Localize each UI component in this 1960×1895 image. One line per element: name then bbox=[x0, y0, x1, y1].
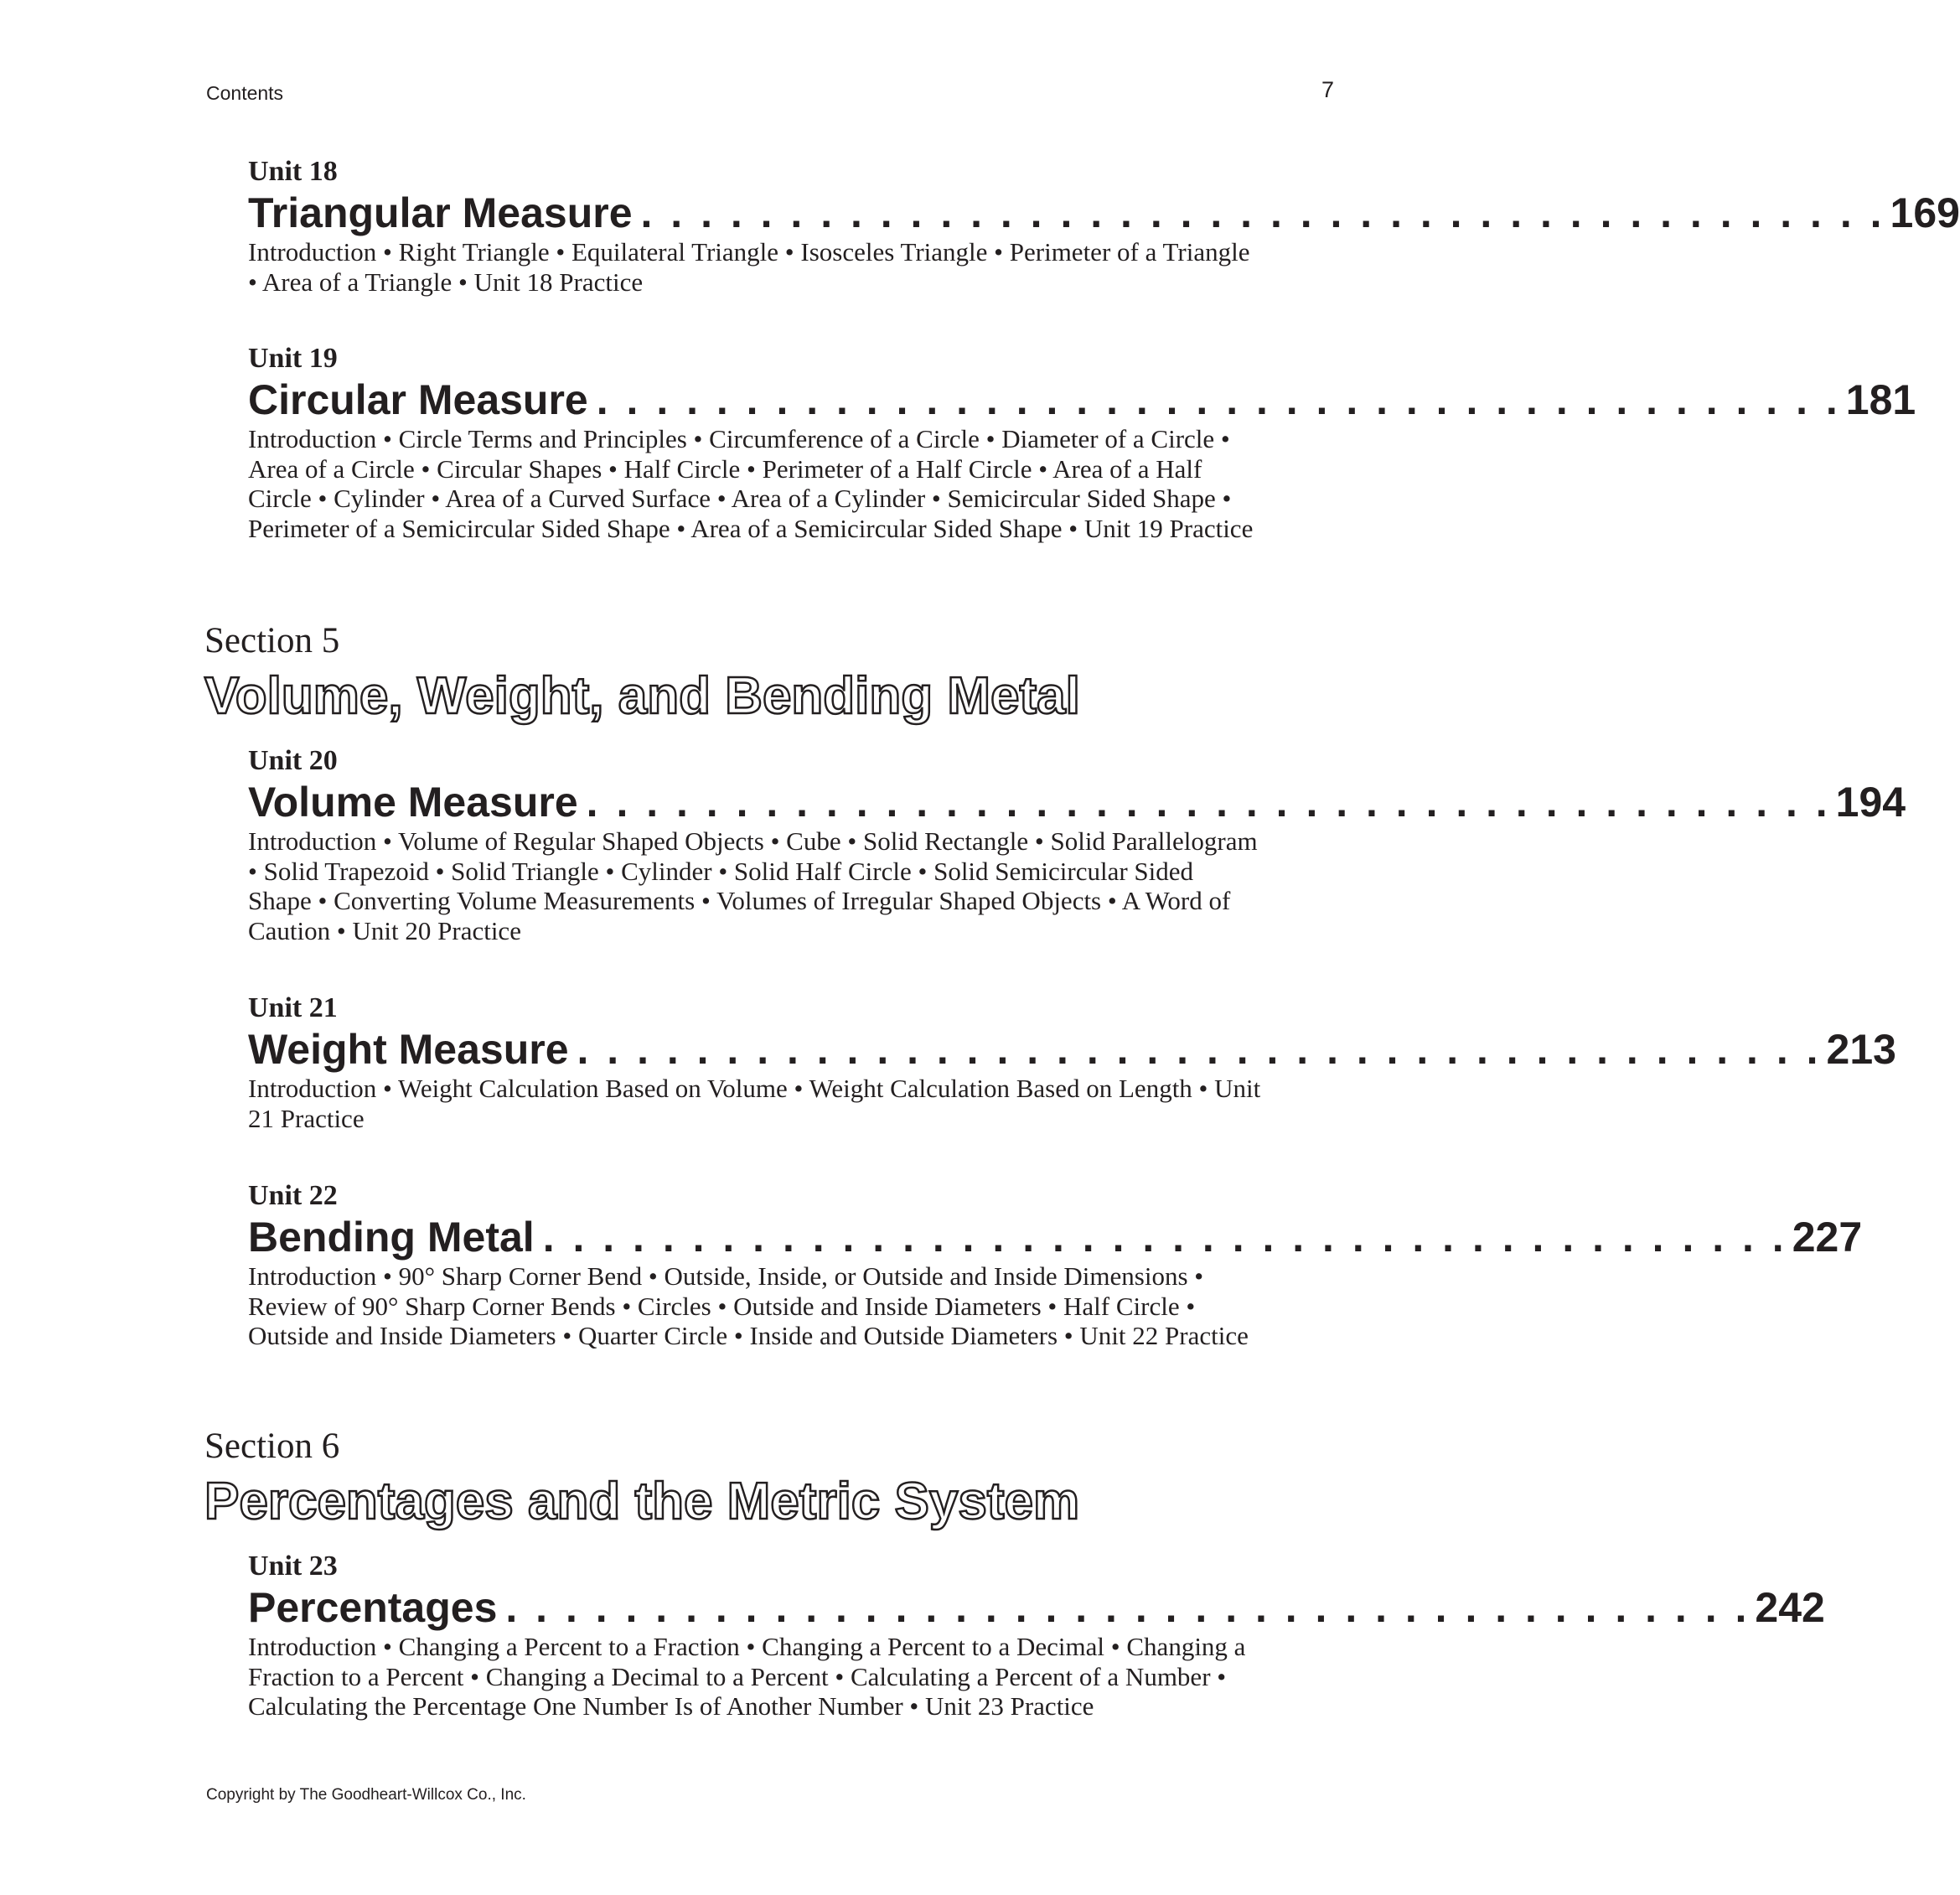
unit-label: Unit 21 bbox=[248, 992, 338, 1023]
toc-entry-unit-20[interactable] bbox=[248, 744, 1906, 945]
unit-title-row bbox=[248, 1213, 1863, 1261]
section-title: Volume, Weight, and Bending Metal bbox=[204, 667, 1080, 725]
page-reference: 181 bbox=[1845, 376, 1916, 423]
dot-leader: . . . . . . . . . . . . . . . . . . . . . . . . . . . . . . . . . . . . . . . . . . bbox=[596, 376, 1841, 423]
topic-list: Introduction • Changing a Percent to a Fraction • Changing a Percent to a Decimal • Changing a Fraction to a Percent • Changing a Decimal to a Percent • Calculating a Percent of a Number • Calculating the Percentage One Number Is of Another Number • Unit 23 Practice bbox=[248, 1632, 1246, 1721]
unit-label: Unit 20 bbox=[248, 745, 338, 776]
toc-entry-unit-19[interactable] bbox=[248, 342, 1916, 543]
unit-label: Unit 18 bbox=[248, 156, 338, 187]
topic-list: Introduction • Volume of Regular Shaped Objects • Cube • Solid Rectangle • Solid Parallelogram • Solid Trapezoid • Solid Triangle • Cylinder • Solid Half Circle • Solid Semicircular Sided Shape • Converting Volume Measurements • Volumes of Irregular Shaped Objects • A Word of Caution • Unit 20 Practice bbox=[248, 826, 1258, 945]
dot-leader: . . . . . . . . . . . . . . . . . . . . . . . . . . . . . . . . . . . . . . . . . . bbox=[505, 1584, 1751, 1631]
toc-entry-unit-22[interactable] bbox=[248, 1179, 1863, 1351]
topic-list: Introduction • Weight Calculation Based on Volume • Weight Calculation Based on Length • Unit 21 Practice bbox=[248, 1074, 1261, 1133]
unit-title: Bending Metal bbox=[248, 1214, 535, 1261]
dot-leader: . . . . . . . . . . . . . . . . . . . . . . . . . . . . . . . . . . . . . . . . . . bbox=[577, 1026, 1822, 1073]
unit-title: Volume Measure bbox=[248, 779, 578, 826]
unit-title-row bbox=[248, 375, 1916, 424]
section-label: Section 5 bbox=[204, 621, 340, 660]
unit-title-row bbox=[248, 1025, 1896, 1074]
topic-list: Introduction • Right Triangle • Equilateral Triangle • Isosceles Triangle • Perimeter of a Triangle • Area of a Triangle • Unit 18 Practice bbox=[248, 237, 1250, 297]
unit-title-row bbox=[248, 1583, 1825, 1632]
unit-label: Unit 19 bbox=[248, 343, 338, 374]
topic-list: Introduction • 90° Sharp Corner Bend • Outside, Inside, or Outside and Inside Dimensions • Review of 90° Sharp Corner Bends • Circles • Outside and Inside Diameters • Half Circle • Outside and Inside Diameters • Quarter Circle • Inside and Outside Diameters • Unit 22 Practice bbox=[248, 1261, 1249, 1350]
unit-title: Triangular Measure bbox=[248, 189, 633, 236]
unit-label: Unit 22 bbox=[248, 1180, 338, 1211]
unit-label: Unit 23 bbox=[248, 1551, 338, 1582]
section-title: Percentages and the Metric System bbox=[204, 1473, 1080, 1530]
section-label: Section 6 bbox=[204, 1426, 340, 1466]
page-number: 7 bbox=[1321, 77, 1335, 102]
toc-entry-unit-23[interactable] bbox=[248, 1550, 1825, 1722]
toc-entry-unit-18[interactable] bbox=[248, 155, 1960, 297]
dot-leader: . . . . . . . . . . . . . . . . . . . . . . . . . . . . . . . . . . . . . . . . . . bbox=[586, 779, 1831, 826]
unit-title: Weight Measure bbox=[248, 1026, 569, 1073]
page-reference: 227 bbox=[1792, 1214, 1863, 1261]
page-reference: 213 bbox=[1826, 1026, 1896, 1073]
page-reference: 169 bbox=[1890, 189, 1960, 236]
page-reference: 242 bbox=[1755, 1584, 1825, 1631]
copyright-footer: Copyright by The Goodheart-Willcox Co., Inc. bbox=[206, 1786, 526, 1804]
dot-leader: . . . . . . . . . . . . . . . . . . . . . . . . . . . . . . . . . . . . . . . . . . bbox=[542, 1214, 1787, 1261]
unit-title-row bbox=[248, 778, 1906, 826]
unit-title: Percentages bbox=[248, 1584, 498, 1631]
running-head: Contents bbox=[206, 82, 284, 104]
page-reference: 194 bbox=[1835, 779, 1906, 826]
unit-title: Circular Measure bbox=[248, 376, 588, 423]
dot-leader: . . . . . . . . . . . . . . . . . . . . . . . . . . . . . . . . . . . . . . . . . . bbox=[640, 189, 1885, 236]
topic-list: Introduction • Circle Terms and Principles • Circumference of a Circle • Diameter of a Circle • Area of a Circle • Circular Shapes • Half Circle • Perimeter of a Half Circle • Area of a Half Circle • Cylinder • Area of a Curved Surface • Area of a Cylinder • Semicircular Sided Shape • Perimeter of a Semicircular Sided Shape • Area of a Semicircular Sided Shape • Unit 19 Practice bbox=[248, 424, 1254, 543]
unit-title-row bbox=[248, 189, 1960, 237]
toc-entry-unit-21[interactable] bbox=[248, 992, 1896, 1133]
